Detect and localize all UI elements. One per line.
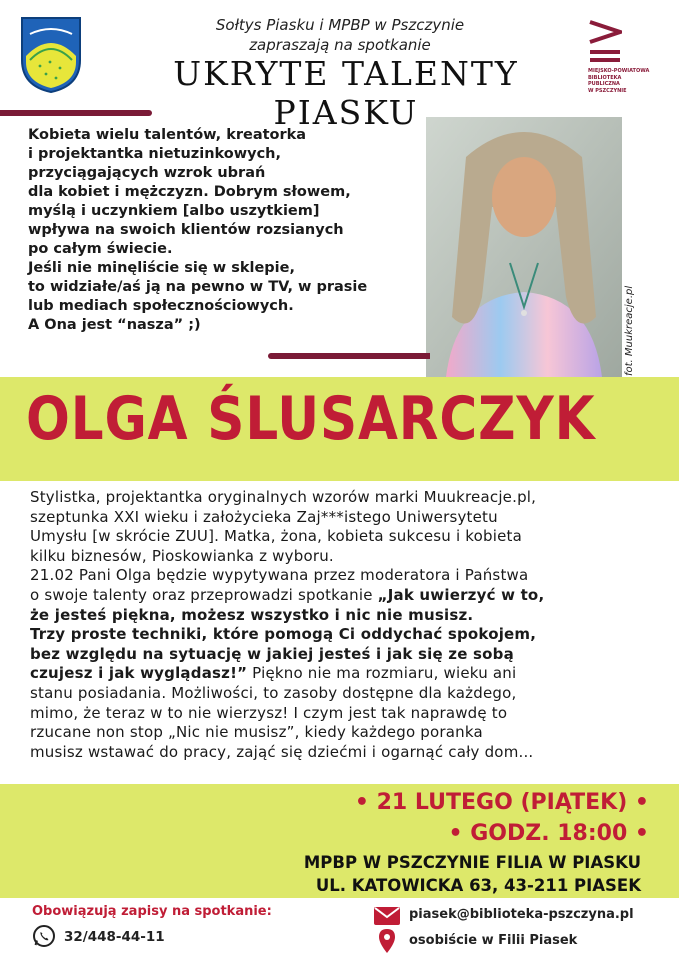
intro-line: Jeśli nie minęliście się w sklepie, xyxy=(28,260,295,276)
invite-line: zapraszają na spotkanie xyxy=(249,36,431,54)
bio-text xyxy=(30,488,660,762)
bio-line: Umysłu [w skrócie ZUU]. Matka, żona, kobieta sukcesu i kobieta xyxy=(30,527,523,546)
bio-line: bez względu na sytuację w jakiej jesteś i jak się ze sobą xyxy=(30,644,514,663)
in-person-registration: osobiście w Filii Piasek xyxy=(409,933,578,948)
phone-number[interactable]: 32/448-44-11 xyxy=(64,929,165,945)
bio-line: że jesteś piękna, możesz wszystko i nic nie musisz. xyxy=(30,605,474,624)
organizers-line: Sołtys Piasku i MPBP w Pszczynie xyxy=(215,16,465,34)
intro-line: lub mediach społecznościowych. xyxy=(28,298,294,314)
photo-credit: fot. Muukreacje.pl xyxy=(624,285,635,376)
speaker-name: OLGA ŚLUSARCZYK xyxy=(26,384,596,454)
intro-line: dla kobiet i mężczyzn. Dobrym słowem, xyxy=(28,184,351,200)
event-address: UL. KATOWICKA 63, 43-211 PIASEK xyxy=(315,876,641,895)
event-date: • 21 LUTEGO (PIĄTEK) • xyxy=(354,790,649,815)
bio-line: Trzy proste techniki, które pomogą Ci oddychać spokojem, xyxy=(30,625,537,644)
intro-line: wpływa na swoich klientów rozsianych xyxy=(28,222,344,238)
event-time: • GODZ. 18:00 • xyxy=(448,821,649,846)
speaker-photo xyxy=(426,117,622,377)
intro-line: A Ona jest “nasza” ;) xyxy=(28,317,201,333)
decorative-bar xyxy=(268,353,430,359)
bio-line: musisz wstawać do pracy, zająć się dziećmi i ogarnąć cały dom... xyxy=(30,742,534,761)
bio-line: 21.02 Pani Olga będzie wypytywana przez moderatora i Państwa xyxy=(30,566,529,585)
bio-line: szeptunka XXI wieku i założycieka Zaj***istego Uniwersytetu xyxy=(30,507,498,526)
bio-line: o swoje talenty oraz przeprowadzi spotkanie „Jak uwierzyć w to, xyxy=(30,585,545,604)
intro-line: i projektantka nietuzinkowych, xyxy=(28,146,282,162)
library-logo-text: MIEJSKO-POWIATOWA BIBLIOTEKA PUBLICZNA W PSZCZYNIE xyxy=(588,68,650,94)
location-pin-icon xyxy=(378,928,396,954)
intro-text xyxy=(28,126,418,335)
bio-line: rzucane non stop „Nic nie musisz”, kiedy każdego poranka xyxy=(30,723,483,742)
intro-line: po całym świecie. xyxy=(28,241,173,257)
event-venue: MPBP W PSZCZYNIE FILIA W PIASKU xyxy=(303,853,641,872)
intro-line: myślą i uczynkiem [albo uszytkiem] xyxy=(28,203,320,219)
decorative-bar xyxy=(0,110,152,116)
bio-line: Stylistka, projektantka oryginalnych wzorów marki Muukreacje.pl, xyxy=(30,488,537,506)
village-crest-icon xyxy=(20,16,82,94)
whatsapp-phone-icon xyxy=(32,924,56,948)
bio-line: stanu posiadania. Możliwości, to zasoby dostępne dla każdego, xyxy=(30,683,517,702)
event-title: UKRYTE TALENTY PIASKU xyxy=(173,54,519,132)
email-address[interactable]: piasek@biblioteka-pszczyna.pl xyxy=(409,907,634,922)
library-logo-icon xyxy=(588,20,622,66)
library-logo xyxy=(588,20,658,110)
bio-line: czujesz i jak wyglądasz!” Piękno nie ma rozmiaru, wieku ani xyxy=(30,664,517,683)
registration-note: Obowiązują zapisy na spotkanie: xyxy=(32,904,272,919)
bio-line: kilku biznesów, Pioskowianka z wyboru. xyxy=(30,546,334,565)
bio-line: mimo, że teraz w to nie wierzysz! I czym jest tak naprawdę to xyxy=(30,703,508,722)
intro-line: przyciągających wzrok ubrań xyxy=(28,165,266,181)
email-icon xyxy=(373,906,401,926)
intro-line: to widziałe/aś ją na pewno w TV, w prasie xyxy=(28,279,368,295)
intro-line: Kobieta wielu talentów, kreatorka xyxy=(28,127,307,143)
